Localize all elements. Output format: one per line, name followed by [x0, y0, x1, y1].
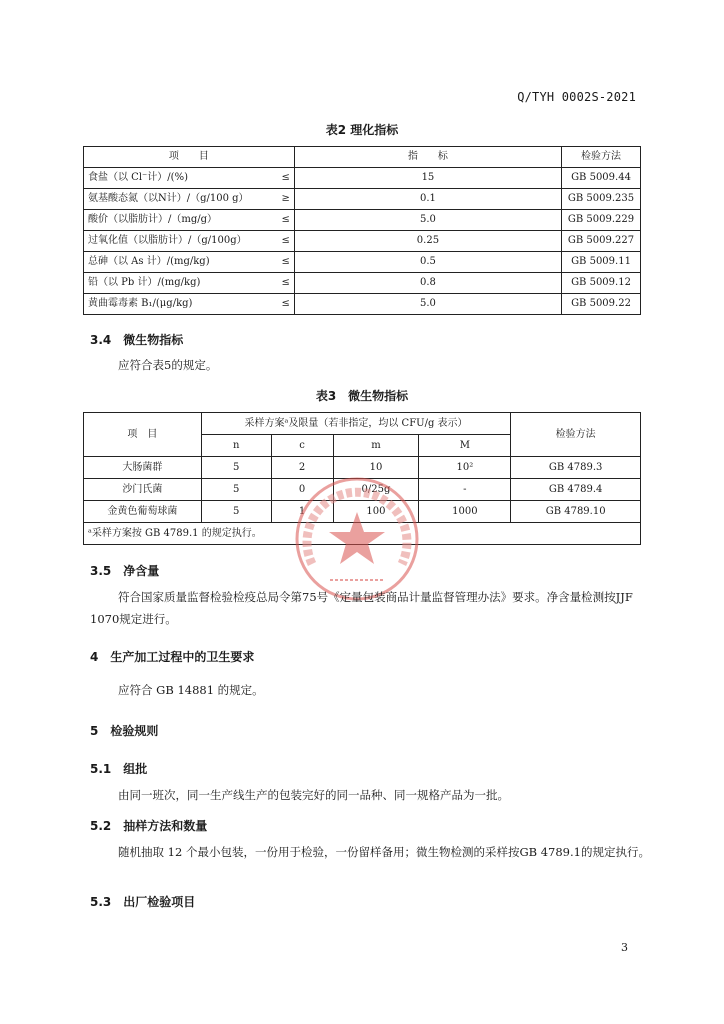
row-operator: ≤ [281, 235, 290, 246]
table2-physicochemical [83, 146, 641, 315]
row-item: 氨基酸态氮（以N计）/（g/100 g） [88, 193, 249, 204]
section-5-2-title: 5.2 抽样方法和数量 [90, 819, 208, 833]
row-value: 0.25 [294, 231, 561, 252]
section-5-title: 5 检验规则 [90, 724, 159, 738]
section-3-5-title: 3.5 净含量 [90, 564, 160, 578]
table-row [84, 210, 641, 231]
row-method: GB 5009.11 [562, 252, 641, 273]
row-item: 过氧化值（以脂肪计）/（g/100g） [88, 235, 247, 246]
row-n: 5 [201, 501, 271, 523]
row-M: 1000 [419, 501, 511, 523]
row-operator: ≤ [281, 277, 290, 288]
row-value: 15 [294, 168, 561, 189]
section-5-1-text: 由同一班次，同一生产线生产的包装完好的同一品种、同一规格产品为一批。 [118, 788, 509, 802]
row-method: GB 4789.3 [511, 457, 641, 479]
row-method: GB 5009.44 [562, 168, 641, 189]
table-row [84, 231, 641, 252]
row-c: 1 [271, 501, 333, 523]
row-item: 铅（以 Pb 计）/(mg/kg) [88, 277, 201, 288]
row-method: GB 5009.235 [562, 189, 641, 210]
page-number: 3 [621, 941, 628, 954]
row-operator: ≤ [281, 172, 290, 183]
header-item: 项 目 [84, 413, 202, 457]
row-item: 大肠菌群 [84, 457, 202, 479]
row-item: 黄曲霉毒素 B₁/(μg/kg) [88, 298, 193, 309]
row-operator: ≥ [281, 193, 290, 204]
header-indicator: 指 标 [294, 147, 561, 168]
section-4-text: 应符合 GB 14881 的规定。 [118, 683, 264, 697]
row-M: 10² [419, 457, 511, 479]
table-footnote: ᵃ采样方案按 GB 4789.1 的规定执行。 [84, 523, 641, 545]
section-5-3-title: 5.3 出厂检验项目 [90, 895, 196, 909]
section-3-5-text: 符合国家质量监督检验检疫总局令第75号《定量包装商品计量监督管理办法》要求。净含量检测按JJF 1070规定进行。 [90, 590, 633, 626]
row-value: 0.5 [294, 252, 561, 273]
row-m: 10 [333, 457, 419, 479]
row-item: 酸价（以脂肪计）/（mg/g） [88, 214, 218, 225]
row-value: 5.0 [294, 210, 561, 231]
header-item: 项 目 [84, 147, 295, 168]
document-code: Q/TYH 0002S-2021 [517, 90, 636, 104]
row-item: 食盐（以 Cl⁻计）/(%) [88, 172, 188, 183]
table-header-row [84, 413, 641, 435]
table3-caption: 表3 微生物指标 [315, 389, 409, 403]
row-n: 5 [201, 479, 271, 501]
section-3-4-text: 应符合表5的规定。 [118, 358, 218, 372]
section-4-title: 4 生产加工过程中的卫生要求 [90, 650, 255, 664]
row-M: - [419, 479, 511, 501]
header-c: c [271, 435, 333, 457]
section-5-1-title: 5.1 组批 [90, 762, 148, 776]
header-method: 检验方法 [511, 413, 641, 457]
row-item: 金黄色葡萄球菌 [84, 501, 202, 523]
header-M: M [419, 435, 511, 457]
table2-caption: 表2 理化指标 [325, 123, 399, 137]
header-m: m [333, 435, 419, 457]
table-row [84, 252, 641, 273]
table-row [84, 168, 641, 189]
row-n: 5 [201, 457, 271, 479]
table-row [84, 294, 641, 315]
row-method: GB 5009.12 [562, 273, 641, 294]
row-method: GB 5009.22 [562, 294, 641, 315]
row-method: GB 5009.229 [562, 210, 641, 231]
row-operator: ≤ [281, 298, 290, 309]
header-sampling-plan: 采样方案ᵃ及限量（若非指定，均以 CFU/g 表示） [201, 413, 511, 435]
section-3-4-title: 3.4 微生物指标 [90, 333, 184, 347]
row-method: GB 5009.227 [562, 231, 641, 252]
row-m: 0/25g [333, 479, 419, 501]
row-method: GB 4789.10 [511, 501, 641, 523]
header-n: n [201, 435, 271, 457]
company-seal-stamp [292, 474, 422, 604]
row-method: GB 4789.4 [511, 479, 641, 501]
header-method: 检验方法 [562, 147, 641, 168]
row-value: 0.8 [294, 273, 561, 294]
row-item: 沙门氏菌 [84, 479, 202, 501]
row-value: 5.0 [294, 294, 561, 315]
row-operator: ≤ [281, 256, 290, 267]
row-c: 0 [271, 479, 333, 501]
row-value: 0.1 [294, 189, 561, 210]
row-item: 总砷（以 As 计）/(mg/kg) [88, 256, 210, 267]
table-row [84, 189, 641, 210]
table-header-row [84, 147, 641, 168]
row-operator: ≤ [281, 214, 290, 225]
table-row [84, 273, 641, 294]
row-c: 2 [271, 457, 333, 479]
row-m: 100 [333, 501, 419, 523]
section-5-2-text: 随机抽取 12 个最小包装，一份用于检验，一份留样备用；微生物检测的采样按GB 4789.1的规定执行。 [118, 845, 650, 859]
